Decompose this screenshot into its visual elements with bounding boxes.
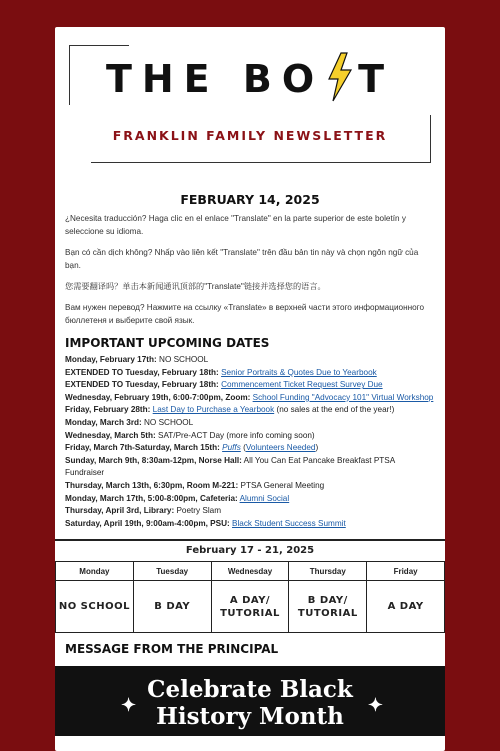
date-description: SAT/Pre-ACT Day (more info coming soon) — [155, 430, 315, 440]
day-header: Friday — [367, 562, 445, 581]
day-type-line: B DAY/ — [307, 594, 348, 606]
day-type-line: TUTORIAL — [220, 607, 280, 619]
translation-note-chinese: 您需要翻译吗？单击本新闻通讯顶部的"Translate"链接并选择您的语言。 — [65, 282, 326, 291]
date-label: Saturday, April 19th, 9:00am-4:00pm, PSU: — [65, 518, 230, 528]
lightning-bolt-icon — [324, 52, 354, 102]
translation-note-vietnamese: Bạn có cần dịch không? Nhấp vào liên kết "Translate" trên đầu bản tin này và chọn ngôn ngữ của bạn. — [65, 248, 419, 270]
date-description: PTSA General Meeting — [238, 480, 325, 490]
newsletter-subtitle: FRANKLIN FAMILY NEWSLETTER — [112, 128, 388, 143]
day-header: Tuesday — [133, 562, 211, 581]
date-item — [65, 354, 435, 367]
week-schedule-table — [55, 561, 445, 633]
banner-line-2: History Month — [156, 703, 344, 731]
date-link[interactable]: Commencement Ticket Request Survey Due — [221, 380, 383, 390]
date-item — [65, 417, 435, 430]
date-item — [65, 493, 435, 506]
date-label: Friday, March 7th-Saturday, March 15th: — [65, 443, 220, 453]
days-header-row — [56, 562, 445, 581]
translation-notes — [55, 212, 445, 327]
date-link[interactable]: Senior Portraits & Quotes Due to Yearbook — [221, 367, 377, 377]
date-label: Thursday, March 13th, 6:30pm, Room M-221: — [65, 480, 239, 490]
day-type-row — [56, 581, 445, 633]
date-label: Thursday, April 3rd, Library: — [65, 506, 175, 516]
banner-line-1: Celebrate Black — [147, 676, 353, 704]
date-note: (no sales at the end of the year!) — [274, 405, 395, 415]
day-header: Wednesday — [211, 562, 289, 581]
date-label: Sunday, March 9th, 8:30am-12pm, Norse Hall: — [65, 455, 242, 465]
date-description: Poetry Slam — [174, 506, 222, 516]
dates-list — [55, 354, 445, 530]
date-label: Wednesday, February 19th, 6:00-7:00pm, Zoom: — [65, 392, 251, 402]
day-type — [56, 581, 134, 633]
date-label: EXTENDED TO Tuesday, February 18th: — [65, 380, 219, 390]
date-link[interactable]: Last Day to Purchase a Yearbook — [152, 405, 275, 415]
sparkle-icon: ✦ — [367, 695, 383, 717]
day-type — [133, 581, 211, 633]
date-label: Monday, March 17th, 5:00-8:00pm, Cafeteria: — [65, 493, 238, 503]
date-item — [65, 518, 435, 531]
date-link[interactable]: School Funding "Advocacy 101" Virtual Workshop — [252, 392, 434, 402]
date-item — [65, 455, 435, 480]
logo-text-right: T — [358, 57, 395, 101]
dates-section-title: IMPORTANT UPCOMING DATES — [65, 336, 270, 350]
date-note: ) — [315, 443, 319, 453]
date-label: Friday, February 28th: — [65, 405, 151, 415]
date-label: Monday, February 17th: — [65, 355, 157, 364]
day-type-line: TUTORIAL — [297, 607, 358, 619]
day-type-line: B DAY — [154, 601, 191, 613]
date-description: NO SCHOOL — [156, 355, 209, 364]
translation-note-spanish: ¿Necesita traducción? Haga clic en el enlace "Translate" en la parte superior de este boletín y seleccione su idioma. — [65, 214, 406, 236]
date-item — [65, 442, 435, 455]
date-item — [65, 430, 435, 443]
date-label: Monday, March 3rd: — [65, 417, 142, 427]
date-item — [65, 392, 435, 405]
day-type — [367, 581, 445, 633]
date-item — [65, 404, 435, 417]
date-link[interactable]: Black Student Success Summit — [232, 518, 346, 528]
day-type — [289, 581, 367, 633]
logo-text-left: THE BO — [105, 57, 325, 101]
date-item — [65, 480, 435, 493]
translation-note-russian: Вам нужен перевод? Нажмите на ссылку «Translate» в верхней части этого информационного бюллетеня и выберите свой язык. — [65, 303, 425, 325]
date-note: ( — [240, 443, 246, 453]
date-item — [65, 379, 435, 392]
day-type-line: A DAY/ — [229, 594, 271, 606]
date-description: All You Can Eat Pancake Breakfast PTSA Fundraiser — [65, 455, 395, 478]
week-schedule-title: February 17 - 21, 2025 — [55, 539, 445, 561]
black-history-month-banner — [55, 666, 445, 736]
date-link[interactable]: Alumni Social — [239, 493, 290, 503]
day-type-line: A DAY — [387, 601, 424, 613]
day-type — [211, 581, 289, 633]
masthead — [55, 27, 445, 167]
principal-section-title: MESSAGE FROM THE PRINCIPAL — [65, 642, 279, 657]
newsletter-card — [55, 27, 445, 751]
logo — [55, 57, 445, 102]
day-type-line: NO SCHOOL — [58, 601, 130, 613]
date-label: EXTENDED TO Tuesday, February 18th: — [65, 367, 219, 377]
date-item — [65, 367, 435, 380]
sparkle-icon: ✦ — [121, 695, 137, 717]
issue-date: FEBRUARY 14, 2025 — [180, 192, 320, 207]
date-link[interactable]: Puffs — [222, 443, 241, 453]
day-header: Monday — [56, 562, 134, 581]
day-header: Thursday — [289, 562, 367, 581]
volunteers-link[interactable]: Volunteers Needed — [245, 443, 316, 453]
date-description: NO SCHOOL — [141, 417, 194, 427]
date-label: Wednesday, March 5th: — [65, 430, 156, 440]
date-item — [65, 505, 435, 518]
